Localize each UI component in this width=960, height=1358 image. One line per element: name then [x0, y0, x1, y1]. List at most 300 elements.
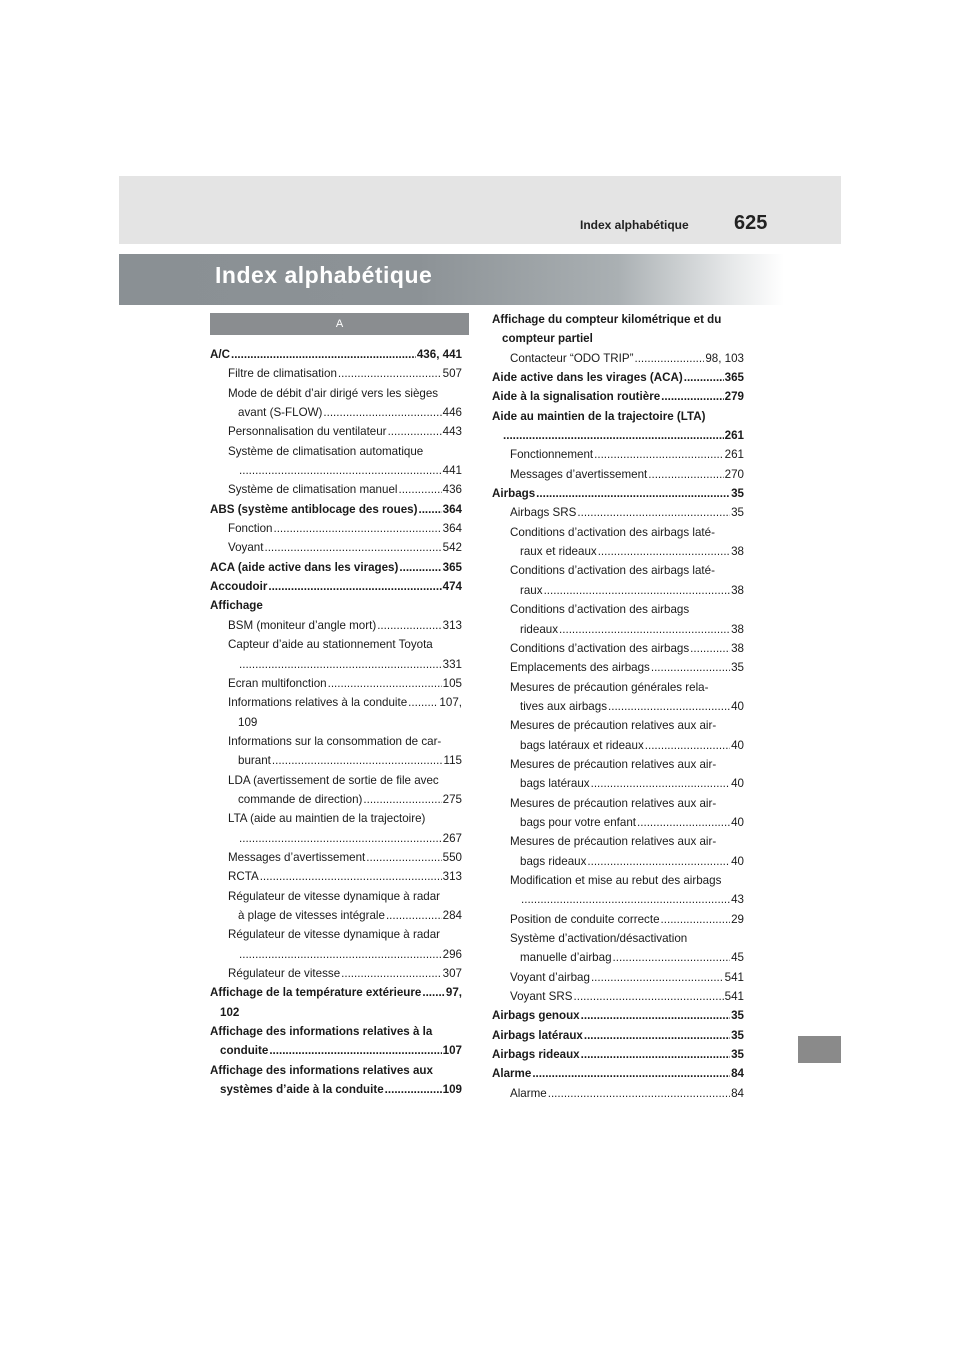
page-reference: 436 [442, 483, 462, 497]
index-column-left [210, 345, 462, 1099]
dot-leader [574, 987, 724, 1006]
index-subentry [210, 771, 462, 810]
entry-text: Mesures de précaution relatives aux air- [510, 719, 717, 733]
entry-line [210, 596, 462, 615]
page-reference: 307 [442, 967, 462, 980]
entry-text: Aide à la signalisation routière [492, 390, 661, 404]
index-subentry [492, 871, 744, 910]
entry-line [228, 945, 462, 964]
entry-line [228, 635, 462, 654]
entry-text: Informations relatives à la conduite [228, 696, 408, 710]
dot-leader [648, 465, 723, 484]
dot-leader [422, 983, 445, 1002]
running-header-title: Index alphabétique [580, 218, 689, 232]
index-entry [210, 345, 462, 364]
entry-line [228, 848, 462, 867]
page-reference: 279 [724, 390, 744, 404]
entry-text: rideaux [520, 622, 559, 636]
entry-line [510, 465, 744, 484]
entry-text: Fonction [228, 522, 273, 536]
index-subentry [492, 794, 744, 833]
entry-line [228, 442, 462, 461]
entry-text: 102 [220, 1005, 240, 1019]
dot-leader [338, 364, 442, 383]
page-reference: 84 [731, 1067, 744, 1081]
entry-line [510, 910, 744, 929]
dot-leader [328, 674, 442, 693]
index-subentry [492, 465, 744, 484]
entry-text: Airbags [492, 487, 536, 501]
entry-line [210, 558, 462, 577]
page-reference: 35 [731, 1009, 744, 1023]
dot-leader [536, 484, 730, 503]
entry-line [228, 364, 462, 383]
entry-line [510, 813, 744, 832]
entry-line [228, 655, 462, 674]
index-subentry [210, 442, 462, 481]
entry-line [510, 929, 744, 948]
entry-line [210, 345, 462, 364]
entry-line [510, 1084, 744, 1103]
entry-line [228, 964, 462, 983]
entry-line [228, 887, 462, 906]
entry-text: LDA (avertissement de sortie de file avec [228, 773, 439, 787]
dot-leader [637, 813, 730, 832]
page-reference: 267 [442, 831, 462, 845]
thumb-index-tab [798, 1036, 841, 1063]
entry-line [510, 948, 744, 967]
index-subentry [210, 422, 462, 441]
entry-line [228, 867, 462, 886]
dot-leader [260, 867, 442, 886]
entry-text: systèmes d’aide à la conduite [220, 1083, 384, 1097]
index-subentry [210, 964, 462, 983]
dot-leader [399, 558, 441, 577]
dot-leader [408, 693, 438, 712]
letter-header: A [210, 313, 469, 335]
entry-line [228, 461, 462, 480]
entry-text: A/C [210, 348, 230, 361]
entry-line [210, 1080, 462, 1099]
entry-line [492, 1026, 744, 1045]
entry-line [510, 542, 744, 561]
index-subentry [210, 848, 462, 867]
entry-text: Affichage des informations relatives aux [210, 1063, 433, 1077]
entry-text: Conditions d’activation des airbags [510, 603, 690, 617]
entry-text: Emplacements des airbags [510, 661, 650, 675]
entry-line [228, 674, 462, 693]
page-reference: 40 [731, 738, 744, 752]
entry-line [228, 771, 462, 790]
index-subentry [492, 349, 744, 368]
page-reference: 541 [724, 990, 744, 1004]
page-reference: 436, 441 [416, 348, 462, 361]
entry-text: BSM (moniteur d’angle mort) [228, 618, 377, 632]
index-entry [210, 1061, 462, 1100]
entry-text: Conditions d’activation des airbags [510, 641, 690, 655]
entry-text: Airbags genoux [492, 1009, 580, 1023]
index-subentry [492, 968, 744, 987]
entry-text: Conditions d’activation des airbags laté- [510, 564, 715, 578]
index-subentry [210, 867, 462, 886]
page-reference: 261 [724, 429, 744, 443]
page-reference: 35 [731, 506, 744, 520]
entry-text: ABS (système antiblocage des roues) [210, 502, 418, 516]
dot-leader [323, 403, 441, 422]
index-entry [492, 484, 744, 503]
index-subentry [492, 523, 744, 562]
dot-leader [273, 519, 441, 538]
page-reference: 365 [724, 371, 744, 385]
index-subentry [210, 538, 462, 557]
entry-text: avant (S-FLOW) [238, 406, 323, 420]
entry-line [210, 983, 462, 1002]
page-reference: 29 [731, 912, 744, 926]
page-reference: 550 [442, 850, 462, 864]
entry-line [510, 832, 744, 851]
page-reference: 364 [442, 522, 462, 536]
dot-leader [587, 852, 730, 871]
dot-leader [594, 445, 724, 464]
index-subentry [492, 832, 744, 871]
dot-leader [591, 968, 724, 987]
page-reference: 40 [731, 815, 744, 829]
entry-text: compteur partiel [502, 332, 593, 346]
entry-text: Mesures de précaution relatives aux air- [510, 835, 717, 849]
entry-line [492, 407, 744, 426]
dot-leader [559, 620, 730, 639]
entry-text: à plage de vitesses intégrale [238, 908, 385, 922]
page-reference: 331 [442, 657, 462, 671]
page-reference: 97, [445, 986, 462, 1000]
entry-text: Système de climatisation automatique [228, 444, 424, 458]
section-banner [119, 254, 784, 305]
dot-leader [363, 790, 441, 809]
entry-line [510, 561, 744, 580]
entry-text: Aide au maintien de la trajectoire (LTA) [492, 409, 706, 423]
entry-text: Contacteur “ODO TRIP” [510, 351, 634, 365]
entry-text: Conditions d’activation des airbags laté- [510, 525, 715, 539]
page-reference: 45 [731, 951, 744, 965]
entry-line [510, 503, 744, 522]
page-reference: 313 [442, 618, 462, 632]
index-entry [492, 310, 744, 349]
entry-text: Position de conduite correcte [510, 912, 660, 926]
entry-line [228, 422, 462, 441]
page-reference: 275 [442, 792, 462, 806]
entry-text: Affichage [210, 599, 263, 613]
dot-leader [231, 345, 416, 364]
page-reference: 35 [731, 1028, 744, 1042]
dot-leader [385, 1080, 442, 1099]
entry-line [510, 794, 744, 813]
entry-text: Messages d’avertissement [510, 467, 648, 481]
page-reference: 107, [439, 696, 462, 710]
page-reference: 105 [442, 676, 462, 690]
page-reference: 98, 103 [705, 351, 744, 365]
entry-text: Modification et mise au rebut des airbags [510, 873, 722, 887]
dot-leader [239, 945, 442, 964]
entry-line [228, 713, 462, 732]
entry-line [510, 523, 744, 542]
entry-text: bags latéraux et rideaux [520, 738, 644, 752]
entry-line [510, 871, 744, 890]
entry-text: Personnalisation du ventilateur [228, 425, 387, 439]
entry-text: commande de direction) [238, 792, 363, 806]
index-subentry [210, 887, 462, 926]
entry-line [510, 658, 744, 677]
entry-text: Voyant SRS [510, 990, 573, 1004]
page-reference: 35 [731, 1048, 744, 1062]
entry-text: ACA (aide active dans les virages) [210, 560, 399, 574]
entry-line [510, 716, 744, 735]
dot-leader [268, 577, 441, 596]
entry-line [492, 387, 744, 406]
entry-text: Mesures de précaution relatives aux air- [510, 757, 717, 771]
page-reference: 296 [442, 947, 462, 961]
entry-line [492, 368, 744, 387]
entry-line [210, 1061, 462, 1080]
page-reference: 313 [442, 870, 462, 884]
dot-leader [608, 697, 730, 716]
dot-leader [584, 1026, 730, 1045]
entry-line [510, 445, 744, 464]
dot-leader [503, 426, 724, 445]
entry-line [228, 480, 462, 499]
index-entry [492, 387, 744, 406]
page-reference: 40 [731, 854, 744, 868]
entry-line [228, 519, 462, 538]
index-entry [492, 1045, 744, 1064]
entry-line [228, 403, 462, 422]
entry-text: Airbags latéraux [492, 1028, 583, 1042]
index-subentry [210, 635, 462, 674]
dot-leader [398, 480, 441, 499]
page-reference: 107 [442, 1044, 462, 1058]
entry-text: Filtre de climatisation [228, 367, 337, 381]
entry-text: 109 [238, 715, 258, 729]
entry-line [510, 620, 744, 639]
entry-text: bags rideaux [520, 854, 587, 868]
entry-text: Aide active dans les virages (ACA) [492, 371, 683, 385]
dot-leader [661, 387, 724, 406]
entry-line [492, 1045, 744, 1064]
dot-leader [690, 639, 730, 658]
index-entry [492, 407, 744, 446]
index-subentry [492, 678, 744, 717]
page-reference: 446 [442, 406, 462, 420]
entry-line [210, 577, 462, 596]
entry-text: Airbags rideaux [492, 1048, 580, 1062]
dot-leader [532, 1064, 730, 1083]
dot-leader [645, 736, 730, 755]
index-entry [210, 500, 462, 519]
entry-text: Mesures de précaution relatives aux air- [510, 796, 717, 810]
dot-leader [651, 658, 730, 677]
entry-line [510, 755, 744, 774]
entry-line [492, 329, 744, 348]
page-reference: 542 [442, 541, 462, 555]
page-reference: 43 [731, 893, 744, 907]
page-reference: 84 [731, 1086, 744, 1100]
dot-leader [366, 848, 441, 867]
entry-text: manuelle d’airbag [520, 951, 612, 965]
entry-text: Informations sur la consommation de car- [228, 734, 442, 748]
index-subentry [210, 925, 462, 964]
dot-leader [386, 906, 442, 925]
entry-line [492, 310, 744, 329]
entry-text: Système de climatisation manuel [228, 483, 398, 497]
index-subentry [210, 364, 462, 383]
index-subentry [492, 639, 744, 658]
page-reference: 365 [442, 560, 462, 574]
index-subentry [492, 929, 744, 968]
index-entry [210, 596, 462, 615]
entry-line [510, 349, 744, 368]
index-subentry [492, 716, 744, 755]
entry-line [210, 500, 462, 519]
page-reference: 109 [442, 1083, 462, 1097]
entry-line [492, 1006, 744, 1025]
section-title: Index alphabétique [215, 262, 433, 288]
dot-leader [264, 538, 441, 557]
index-entry [210, 983, 462, 1022]
entry-line [228, 906, 462, 925]
entry-line [492, 484, 744, 503]
dot-leader [272, 751, 443, 770]
page-reference: 270 [724, 467, 744, 481]
entry-text: Mesures de précaution générales rela- [510, 680, 709, 694]
entry-text: Messages d’avertissement [228, 850, 366, 864]
entry-text: Capteur d’aide au stationnement Toyota [228, 638, 433, 652]
entry-text: Affichage des informations relatives à la [210, 1025, 433, 1039]
entry-text: raux [520, 583, 543, 597]
index-entry [492, 1006, 744, 1025]
dot-leader [341, 964, 442, 983]
entry-line [510, 852, 744, 871]
entry-text: Régulateur de vitesse [228, 967, 341, 980]
dot-leader [661, 910, 731, 929]
index-subentry [210, 519, 462, 538]
page-reference: 38 [731, 622, 744, 636]
entry-text: Mode de débit d’air dirigé vers les sièges [228, 386, 439, 400]
entry-text: tives aux airbags [520, 699, 607, 713]
entry-line [510, 736, 744, 755]
entry-line [510, 600, 744, 619]
page-reference: 38 [731, 641, 744, 655]
page-reference: 541 [724, 970, 744, 984]
page-reference: 507 [442, 367, 462, 381]
entry-line [510, 581, 744, 600]
entry-text: Accoudoir [210, 580, 268, 594]
page-reference: 38 [731, 583, 744, 597]
index-subentry [210, 616, 462, 635]
dot-leader [634, 349, 704, 368]
entry-line [510, 890, 744, 909]
dot-leader [418, 500, 441, 519]
entry-text: Affichage de la température extérieure [210, 986, 422, 1000]
dot-leader [239, 655, 442, 674]
entry-line [228, 616, 462, 635]
dot-leader [239, 461, 442, 480]
dot-leader [684, 368, 724, 387]
index-subentry [210, 809, 462, 848]
index-subentry [210, 732, 462, 771]
page-reference: 441 [442, 464, 462, 478]
page-reference: 284 [442, 908, 462, 922]
index-subentry [492, 755, 744, 794]
entry-text: LTA (aide au maintien de la trajectoire) [228, 812, 426, 826]
dot-leader [377, 616, 441, 635]
dot-leader [544, 581, 731, 600]
entry-text: burant [238, 754, 271, 768]
page-reference: 364 [442, 502, 462, 516]
index-subentry [492, 910, 744, 929]
index-subentry [492, 561, 744, 600]
header-band [119, 176, 841, 244]
page-reference: 35 [731, 487, 744, 501]
entry-line [228, 925, 462, 944]
entry-line [492, 1064, 744, 1083]
entry-text: Alarme [510, 1086, 547, 1100]
index-subentry [492, 1084, 744, 1103]
entry-line [210, 1003, 462, 1022]
entry-line [210, 1041, 462, 1060]
page-reference: 40 [731, 777, 744, 791]
page-reference: 115 [443, 754, 462, 768]
page-reference: 261 [724, 448, 744, 462]
entry-line [510, 968, 744, 987]
dot-leader [577, 503, 730, 522]
index-column-right [492, 310, 744, 1103]
dot-leader [388, 422, 442, 441]
index-subentry [492, 658, 744, 677]
entry-text: Régulateur de vitesse dynamique à radar [228, 928, 441, 942]
entry-text: Alarme [492, 1067, 532, 1081]
index-subentry [210, 480, 462, 499]
entry-line [228, 384, 462, 403]
entry-line [510, 697, 744, 716]
entry-text: RCTA [228, 870, 259, 884]
page-reference: 35 [731, 661, 744, 675]
dot-leader [613, 948, 731, 967]
dot-leader [548, 1084, 730, 1103]
entry-line [228, 732, 462, 751]
index-subentry [492, 445, 744, 464]
entry-text: Voyant [228, 541, 264, 555]
entry-line [228, 790, 462, 809]
entry-line [228, 538, 462, 557]
dot-leader [581, 1045, 730, 1064]
index-entry [210, 577, 462, 596]
entry-text: Affichage du compteur kilométrique et du [492, 313, 722, 326]
index-subentry [210, 674, 462, 693]
index-entry [210, 558, 462, 577]
page-reference: 474 [442, 580, 462, 594]
entry-line [510, 774, 744, 793]
page-reference: 443 [442, 425, 462, 439]
dot-leader [598, 542, 730, 561]
entry-text: Système d’activation/désactivation [510, 932, 688, 945]
index-subentry [492, 987, 744, 1006]
dot-leader [581, 1006, 730, 1025]
entry-line [492, 426, 744, 445]
entry-line [510, 987, 744, 1006]
index-subentry [210, 693, 462, 732]
page-reference: 40 [731, 699, 744, 713]
entry-line [228, 829, 462, 848]
entry-line [210, 1022, 462, 1041]
